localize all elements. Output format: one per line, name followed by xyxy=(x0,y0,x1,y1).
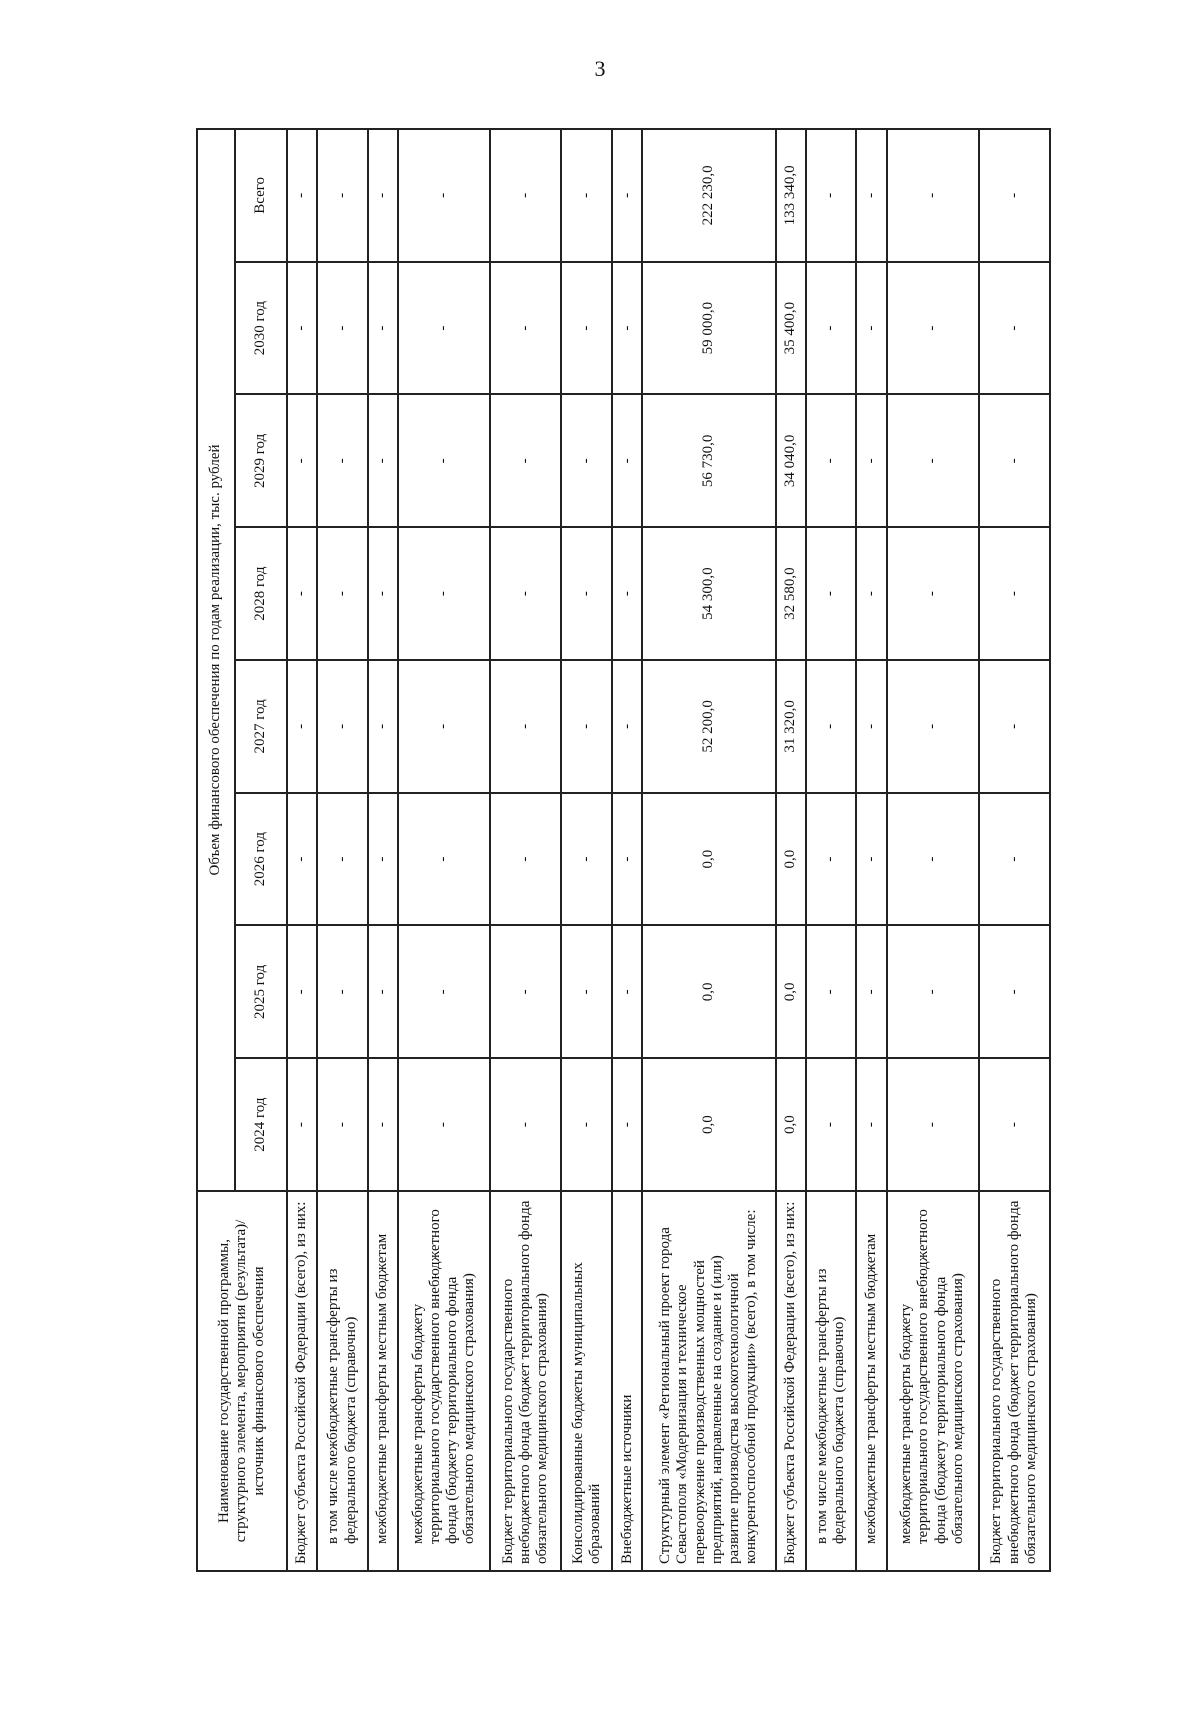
table-row xyxy=(806,129,857,1571)
row-name-cell: межбюджетные трансферты местным бюджетам xyxy=(368,1191,398,1571)
value-cell: - xyxy=(287,527,317,660)
value-cell: - xyxy=(806,395,857,528)
value-cell: - xyxy=(806,793,857,926)
value-cell: - xyxy=(856,926,886,1059)
value-cell: - xyxy=(317,129,368,262)
value-cell: - xyxy=(317,1058,368,1191)
value-cell: - xyxy=(612,1058,642,1191)
header-year-5: 2028 год xyxy=(235,527,287,660)
rotated-table-container xyxy=(196,128,1051,1572)
value-cell: - xyxy=(806,527,857,660)
value-cell: - xyxy=(856,793,886,926)
header-year-7: 2030 год xyxy=(235,262,287,395)
value-cell: - xyxy=(856,129,886,262)
value-cell: - xyxy=(887,262,979,395)
value-cell: - xyxy=(317,660,368,793)
value-cell: - xyxy=(490,527,561,660)
table-row xyxy=(612,129,642,1571)
header-group-cell: Объем финансового обеспечения по годам реализации, тыс. рублей xyxy=(197,129,235,1191)
value-cell: - xyxy=(612,527,642,660)
value-cell: - xyxy=(287,129,317,262)
table-row xyxy=(776,129,806,1571)
value-cell: - xyxy=(317,262,368,395)
value-cell: - xyxy=(287,793,317,926)
value-cell: - xyxy=(887,926,979,1059)
value-cell: 222 230,0 xyxy=(642,129,775,262)
value-cell: 0,0 xyxy=(642,1058,775,1191)
value-cell: - xyxy=(490,660,561,793)
value-cell: - xyxy=(490,262,561,395)
value-cell: - xyxy=(561,129,612,262)
value-cell: - xyxy=(887,129,979,262)
value-cell: 34 040,0 xyxy=(776,395,806,528)
row-name-cell: Бюджет субъекта Российской Федерации (всего), из них: xyxy=(776,1191,806,1571)
value-cell: 0,0 xyxy=(776,793,806,926)
value-cell: - xyxy=(398,793,490,926)
value-cell: - xyxy=(561,793,612,926)
header-year-4: 2027 год xyxy=(235,660,287,793)
row-name-cell: межбюджетные трансферты бюджету территориального государственного внебюджетного фонда (бюджету территориального фонда обязательного медицинского страхования) xyxy=(398,1191,490,1571)
value-cell: - xyxy=(398,129,490,262)
value-cell: - xyxy=(490,793,561,926)
value-cell: - xyxy=(398,527,490,660)
value-cell: - xyxy=(398,926,490,1059)
table-row xyxy=(398,129,490,1571)
value-cell: - xyxy=(979,793,1050,926)
value-cell: - xyxy=(490,129,561,262)
value-cell: 0,0 xyxy=(776,926,806,1059)
value-cell: - xyxy=(887,527,979,660)
value-cell: - xyxy=(561,1058,612,1191)
value-cell: - xyxy=(856,1058,886,1191)
header-year-3: 2026 год xyxy=(235,793,287,926)
value-cell: - xyxy=(856,395,886,528)
value-cell: - xyxy=(287,1058,317,1191)
value-cell: - xyxy=(398,1058,490,1191)
value-cell: - xyxy=(368,527,398,660)
table-row xyxy=(642,129,775,1571)
value-cell: - xyxy=(561,262,612,395)
value-cell: - xyxy=(612,793,642,926)
value-cell: 59 000,0 xyxy=(642,262,775,395)
value-cell: 54 300,0 xyxy=(642,527,775,660)
value-cell: - xyxy=(612,395,642,528)
table-row xyxy=(979,129,1050,1571)
value-cell: - xyxy=(806,1058,857,1191)
value-cell: 35 400,0 xyxy=(776,262,806,395)
row-name-cell: Бюджет территориального государственного внебюджетного фонда (бюджет территориального фонда обязательного медицинского страхования) xyxy=(979,1191,1050,1571)
value-cell: 52 200,0 xyxy=(642,660,775,793)
value-cell: - xyxy=(979,262,1050,395)
row-name-cell: Структурный элемент «Региональный проект города Севастополя «Модернизация и техническое перевооружение производственных мощностей предприятий, направленные на создание и (или) развитие производства высокотехнологичной конкурентоспособной продукции» (всего), в том числе: xyxy=(642,1191,775,1571)
value-cell: - xyxy=(317,793,368,926)
table-header xyxy=(197,129,287,1571)
value-cell: - xyxy=(856,660,886,793)
value-cell: - xyxy=(368,262,398,395)
value-cell: - xyxy=(887,660,979,793)
value-cell: - xyxy=(317,395,368,528)
value-cell: - xyxy=(979,660,1050,793)
value-cell: 133 340,0 xyxy=(776,129,806,262)
row-name-cell: межбюджетные трансферты бюджету территориального государственного внебюджетного фонда (бюджету территориального фонда обязательного медицинского страхования) xyxy=(887,1191,979,1571)
table-row xyxy=(317,129,368,1571)
value-cell: - xyxy=(368,1058,398,1191)
value-cell: - xyxy=(317,926,368,1059)
table-row xyxy=(287,129,317,1571)
row-name-cell: Консолидированные бюджеты муниципальных образований xyxy=(561,1191,612,1571)
value-cell: - xyxy=(287,262,317,395)
page-number: 3 xyxy=(594,56,606,81)
table-row xyxy=(887,129,979,1571)
value-cell: - xyxy=(887,395,979,528)
value-cell: 32 580,0 xyxy=(776,527,806,660)
row-name-cell: в том числе межбюджетные трансферты из федерального бюджета (справочно) xyxy=(806,1191,857,1571)
table-row xyxy=(490,129,561,1571)
row-name-cell: Бюджет субъекта Российской Федерации (всего), из них: xyxy=(287,1191,317,1571)
value-cell: 0,0 xyxy=(642,926,775,1059)
value-cell: - xyxy=(398,660,490,793)
value-cell: - xyxy=(979,527,1050,660)
value-cell: - xyxy=(887,1058,979,1191)
value-cell: - xyxy=(287,926,317,1059)
value-cell: - xyxy=(368,793,398,926)
row-name-cell: в том числе межбюджетные трансферты из федерального бюджета (справочно) xyxy=(317,1191,368,1571)
value-cell: - xyxy=(317,527,368,660)
header-year-8: Всего xyxy=(235,129,287,262)
value-cell: - xyxy=(979,926,1050,1059)
value-cell: - xyxy=(806,262,857,395)
value-cell: - xyxy=(287,395,317,528)
value-cell: - xyxy=(612,129,642,262)
value-cell: - xyxy=(398,262,490,395)
value-cell: - xyxy=(368,926,398,1059)
value-cell: - xyxy=(806,926,857,1059)
value-cell: - xyxy=(368,129,398,262)
value-cell: - xyxy=(806,660,857,793)
value-cell: - xyxy=(979,129,1050,262)
value-cell: - xyxy=(979,395,1050,528)
value-cell: - xyxy=(368,660,398,793)
header-year-6: 2029 год xyxy=(235,395,287,528)
value-cell: - xyxy=(490,1058,561,1191)
value-cell: - xyxy=(612,262,642,395)
value-cell: - xyxy=(561,395,612,528)
value-cell: - xyxy=(398,395,490,528)
value-cell: - xyxy=(490,926,561,1059)
value-cell: 56 730,0 xyxy=(642,395,775,528)
financing-table xyxy=(196,128,1051,1572)
value-cell: - xyxy=(612,926,642,1059)
value-cell: - xyxy=(561,660,612,793)
value-cell: - xyxy=(561,926,612,1059)
value-cell: 0,0 xyxy=(776,1058,806,1191)
value-cell: - xyxy=(806,129,857,262)
row-name-cell: Внебюджетные источники xyxy=(612,1191,642,1571)
row-name-cell: межбюджетные трансферты местным бюджетам xyxy=(856,1191,886,1571)
header-year-2: 2025 год xyxy=(235,926,287,1059)
value-cell: 31 320,0 xyxy=(776,660,806,793)
row-name-cell: Бюджет территориального государственного внебюджетного фонда (бюджет территориального фонда обязательного медицинского страхования) xyxy=(490,1191,561,1571)
value-cell: - xyxy=(979,1058,1050,1191)
value-cell: - xyxy=(856,262,886,395)
value-cell: - xyxy=(490,395,561,528)
table-row xyxy=(856,129,886,1571)
table-body xyxy=(287,129,1050,1571)
value-cell: - xyxy=(368,395,398,528)
value-cell: - xyxy=(612,660,642,793)
table-row xyxy=(561,129,612,1571)
value-cell: - xyxy=(561,527,612,660)
value-cell: - xyxy=(287,660,317,793)
table-row xyxy=(368,129,398,1571)
header-name-cell: Наименование государственной программы, структурного элемента, мероприятия (результата)/источник финансового обеспечения xyxy=(197,1191,287,1571)
value-cell: 0,0 xyxy=(642,793,775,926)
value-cell: - xyxy=(887,793,979,926)
value-cell: - xyxy=(856,527,886,660)
header-year-1: 2024 год xyxy=(235,1058,287,1191)
